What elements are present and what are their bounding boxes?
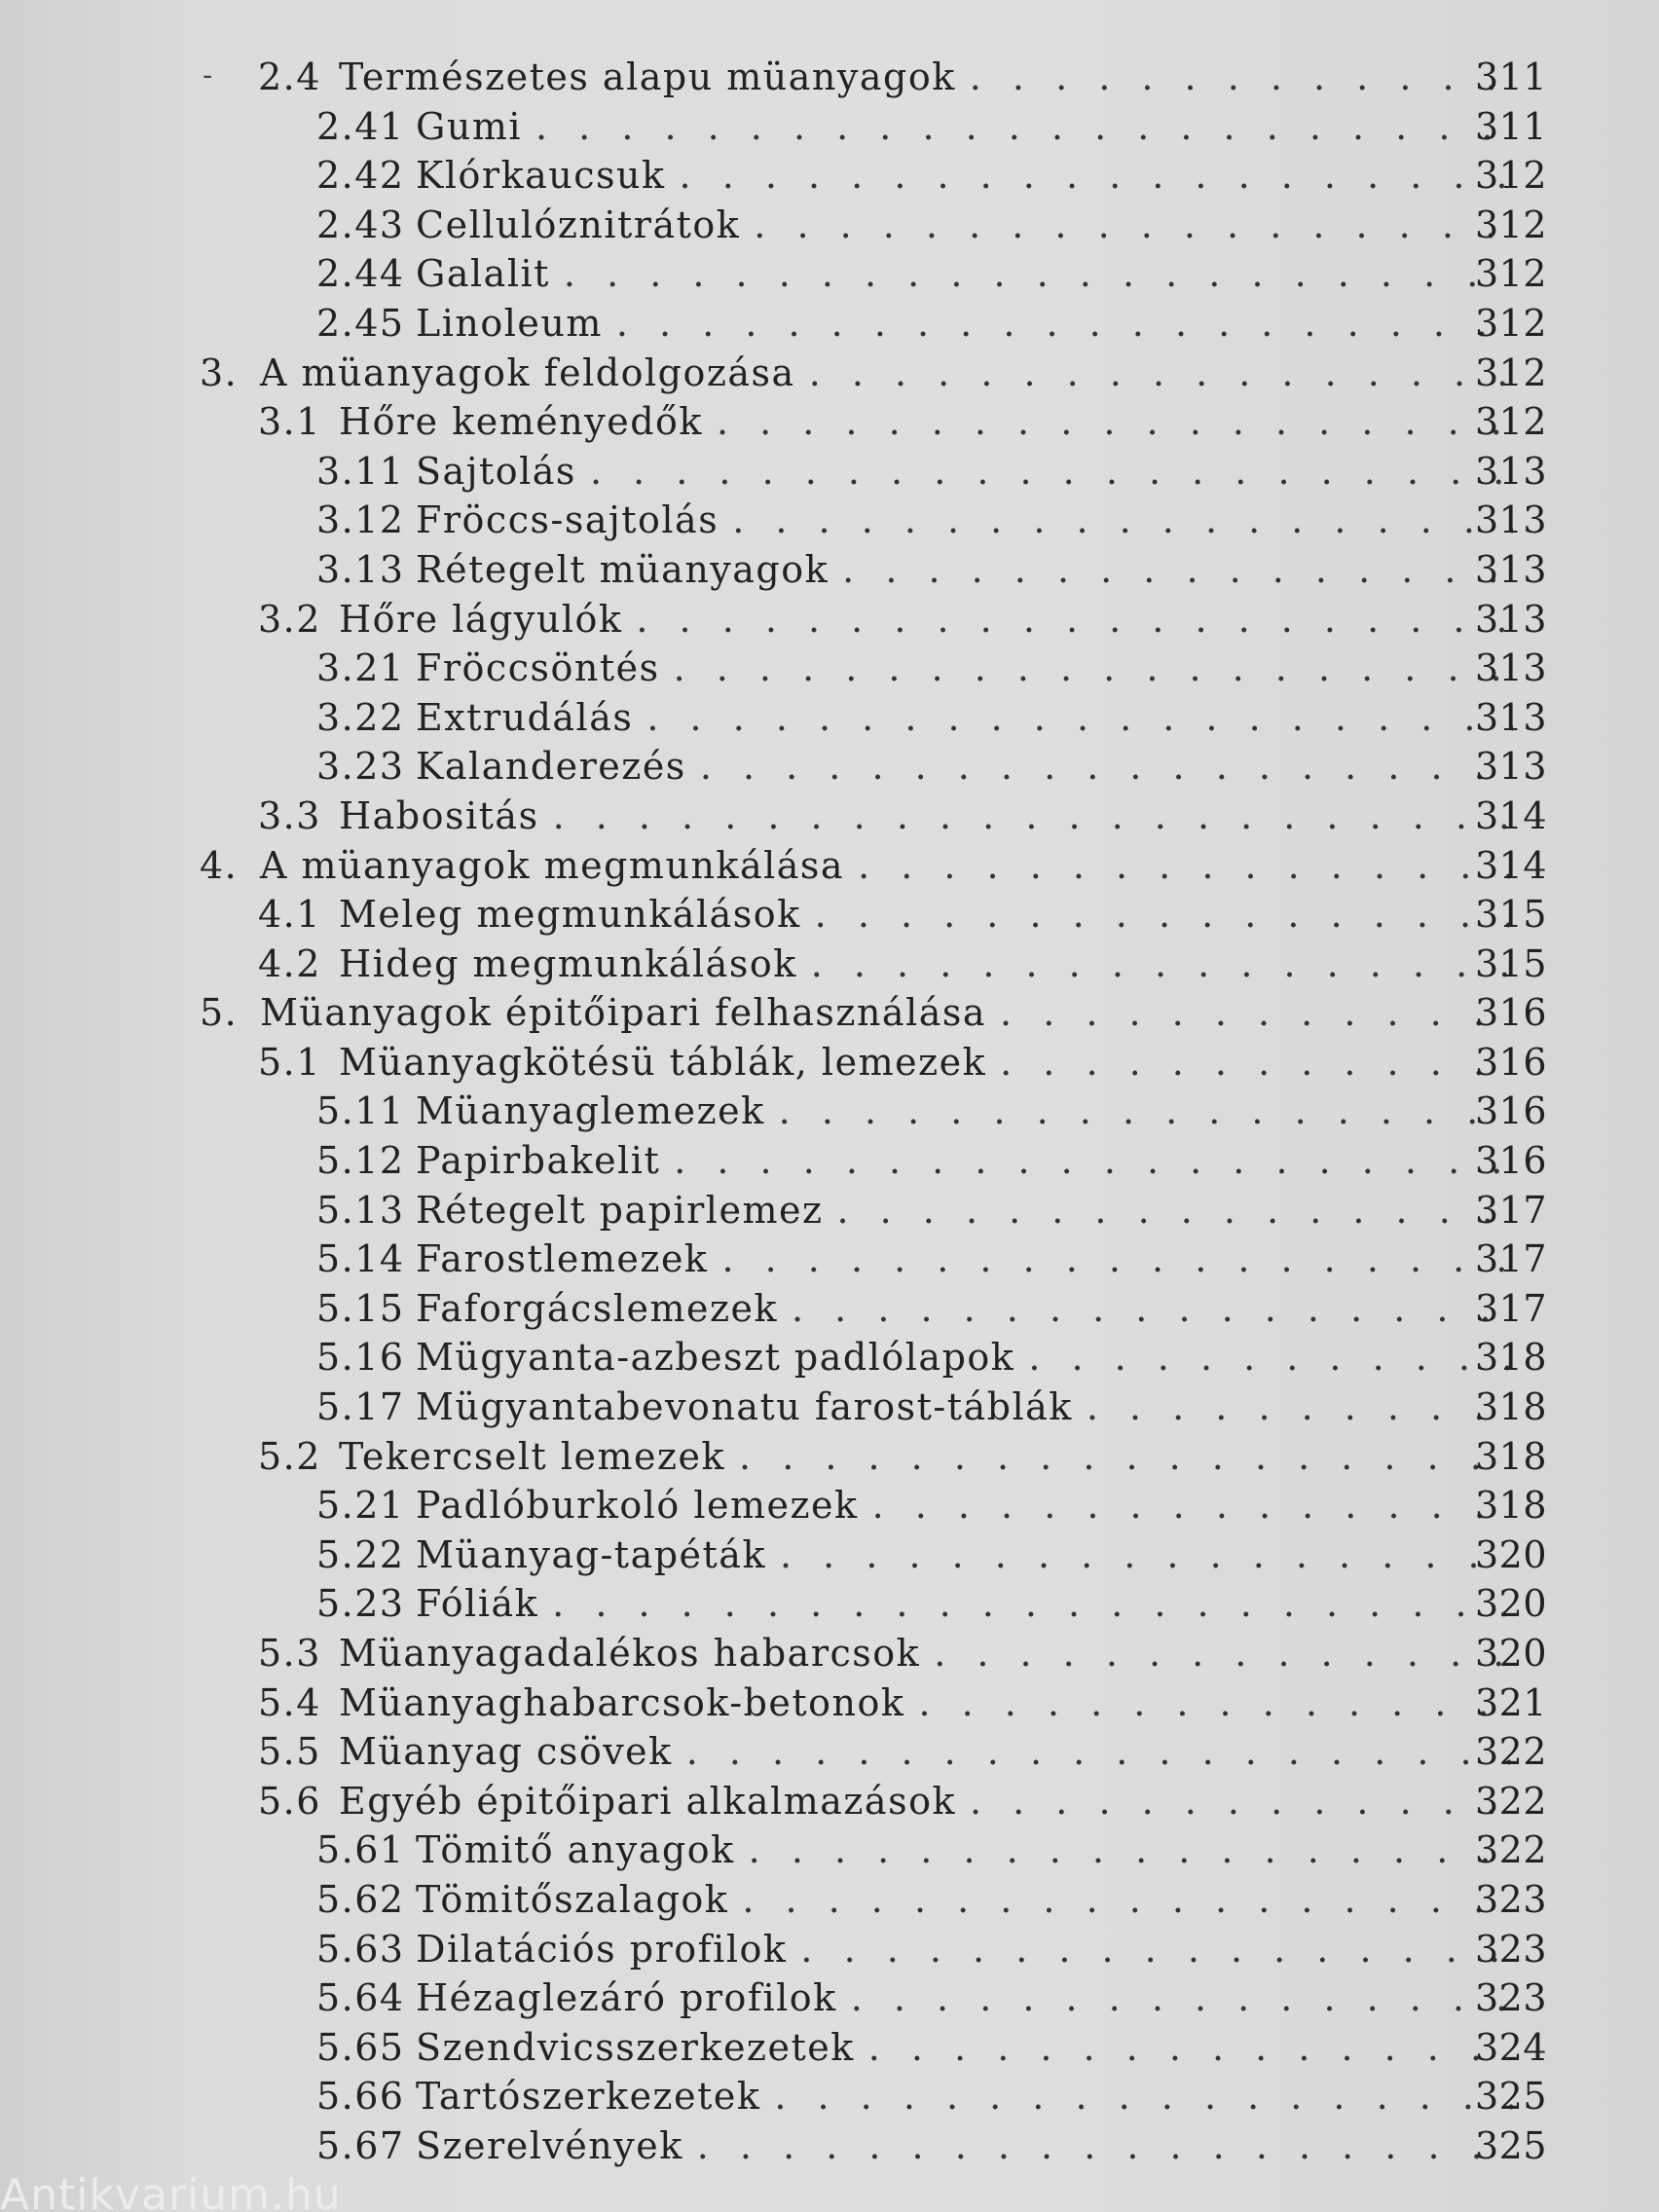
section-number: 4.1 bbox=[258, 893, 321, 937]
toc-entry bbox=[0, 1136, 1659, 1186]
section-number: 2.45 bbox=[316, 301, 405, 345]
toc-entry bbox=[0, 102, 1659, 152]
page-number: 312 bbox=[1474, 203, 1547, 246]
section-title: Müanyagadalékos habarcsok bbox=[339, 1632, 921, 1675]
toc-entry bbox=[0, 299, 1659, 349]
section-title: Szerelvények bbox=[416, 2123, 683, 2167]
dot-leader bbox=[552, 1579, 1513, 1629]
section-number: 3.2 bbox=[258, 597, 321, 641]
dot-leader bbox=[815, 890, 1513, 940]
toc-entry bbox=[0, 1284, 1659, 1334]
toc-entry-text bbox=[316, 1087, 1513, 1136]
dot-leader bbox=[1000, 988, 1513, 1038]
section-number: 5.14 bbox=[316, 1237, 405, 1281]
dot-leader bbox=[700, 742, 1513, 792]
section-title: Müanyagok épitőipari felhasználása bbox=[260, 991, 987, 1035]
page-number: 316 bbox=[1474, 1089, 1547, 1133]
toc-entry bbox=[0, 1925, 1659, 1974]
toc-entry bbox=[0, 249, 1659, 299]
section-title: Tekercselt lemezek bbox=[339, 1434, 726, 1478]
dot-leader bbox=[1087, 1382, 1513, 1432]
toc-entry-text bbox=[316, 1875, 1513, 1925]
page-number: 314 bbox=[1474, 843, 1547, 887]
toc-entry bbox=[0, 2121, 1659, 2171]
section-title: Fóliák bbox=[416, 1582, 539, 1626]
page-number: 317 bbox=[1474, 1286, 1547, 1330]
dot-leader bbox=[792, 1284, 1513, 1334]
dot-leader bbox=[749, 1825, 1513, 1875]
toc-entry-text bbox=[316, 102, 1513, 152]
toc-entry bbox=[0, 988, 1659, 1038]
section-number: 3. bbox=[200, 350, 239, 394]
section-title: Egyéb épitőipari alkalmazások bbox=[339, 1779, 956, 1823]
dot-leader bbox=[717, 397, 1513, 447]
dot-leader bbox=[754, 201, 1513, 250]
dot-leader bbox=[780, 1530, 1513, 1580]
dot-leader bbox=[800, 1925, 1513, 1974]
toc-entry bbox=[0, 1875, 1659, 1925]
section-number: 3.23 bbox=[316, 745, 405, 789]
toc-entry bbox=[0, 201, 1659, 250]
page-number: 311 bbox=[1474, 104, 1547, 148]
toc-entry bbox=[0, 644, 1659, 693]
toc-entry bbox=[0, 1235, 1659, 1284]
section-number: 2.42 bbox=[316, 154, 405, 198]
dot-leader bbox=[836, 1186, 1513, 1235]
dot-leader bbox=[553, 792, 1513, 841]
toc-entry-text bbox=[316, 299, 1513, 349]
section-title: Padlóburkoló lemezek bbox=[416, 1484, 859, 1528]
toc-entry-text bbox=[316, 1382, 1513, 1432]
section-number: 5.3 bbox=[258, 1632, 321, 1675]
section-title: Cellulóznitrátok bbox=[416, 203, 741, 246]
page-number: 317 bbox=[1474, 1188, 1547, 1232]
section-number: 5.67 bbox=[316, 2123, 405, 2167]
page-number: 315 bbox=[1474, 941, 1547, 985]
toc-entry bbox=[0, 496, 1659, 545]
toc-entry bbox=[0, 940, 1659, 989]
section-title: A müanyagok megmunkálása bbox=[260, 843, 845, 887]
section-title: Linoleum bbox=[416, 301, 603, 345]
toc-entry-text bbox=[316, 545, 1513, 595]
dot-leader bbox=[732, 496, 1513, 545]
page-number: 320 bbox=[1474, 1632, 1547, 1675]
page-number: 324 bbox=[1474, 2025, 1547, 2069]
page-number: 323 bbox=[1474, 1976, 1547, 2020]
dot-leader bbox=[858, 841, 1513, 891]
section-number: 3.22 bbox=[316, 695, 405, 739]
table-of-contents bbox=[0, 53, 1659, 2171]
dot-leader bbox=[1000, 1038, 1513, 1088]
dot-leader bbox=[590, 447, 1513, 497]
section-title: Müanyag-tapéták bbox=[416, 1532, 766, 1576]
section-title: A müanyagok feldolgozása bbox=[260, 350, 795, 394]
toc-entry-text bbox=[316, 1136, 1513, 1186]
dot-leader bbox=[842, 545, 1513, 595]
toc-entry-text bbox=[316, 151, 1513, 201]
section-title: Mügyanta-azbeszt padlólapok bbox=[416, 1336, 1015, 1380]
toc-entry bbox=[0, 1333, 1659, 1382]
section-number: 5.11 bbox=[316, 1089, 405, 1133]
page-number: 313 bbox=[1474, 745, 1547, 789]
toc-entry-text bbox=[316, 1284, 1513, 1334]
section-title: Meleg megmunkálások bbox=[339, 893, 801, 937]
section-title: Müanyaglemezek bbox=[416, 1089, 765, 1133]
toc-entry-text bbox=[258, 1038, 1513, 1088]
section-number: 5.61 bbox=[316, 1828, 405, 1872]
section-title: Papirbakelit bbox=[416, 1139, 661, 1183]
toc-entry bbox=[0, 2023, 1659, 2073]
section-number: 3.11 bbox=[316, 449, 405, 493]
section-title: Dilatációs profilok bbox=[416, 1927, 788, 1971]
section-title: Szendvicsszerkezetek bbox=[416, 2025, 855, 2069]
toc-entry-text bbox=[200, 841, 1513, 891]
page-number: 313 bbox=[1474, 646, 1547, 690]
section-number: 4. bbox=[200, 843, 239, 887]
dot-leader bbox=[721, 1235, 1513, 1284]
toc-entry-text bbox=[316, 2023, 1513, 2073]
page-number: 318 bbox=[1474, 1385, 1547, 1429]
dot-leader bbox=[739, 1432, 1513, 1482]
dot-leader bbox=[774, 2072, 1513, 2121]
page-number: 315 bbox=[1474, 893, 1547, 937]
toc-entry bbox=[0, 1777, 1659, 1826]
page-number: 322 bbox=[1474, 1779, 1547, 1823]
page-number: 313 bbox=[1474, 597, 1547, 641]
section-number: 4.2 bbox=[258, 941, 321, 985]
section-number: 5.2 bbox=[258, 1434, 321, 1478]
section-number: 3.12 bbox=[316, 498, 405, 542]
toc-entry-text bbox=[200, 349, 1513, 398]
toc-entry-text bbox=[316, 201, 1513, 250]
section-number: 2.44 bbox=[316, 252, 405, 296]
section-number: 5.4 bbox=[258, 1680, 321, 1724]
dot-leader bbox=[697, 2121, 1513, 2171]
dot-leader bbox=[1028, 1333, 1513, 1382]
page-number: 320 bbox=[1474, 1582, 1547, 1626]
toc-entry-text bbox=[316, 644, 1513, 693]
page-number: 318 bbox=[1474, 1434, 1547, 1478]
section-number: 5.66 bbox=[316, 2075, 405, 2119]
section-title: Habositás bbox=[339, 793, 539, 837]
section-title: Müanyaghabarcsok-betonok bbox=[339, 1680, 905, 1724]
page-number: 318 bbox=[1474, 1484, 1547, 1528]
toc-entry bbox=[0, 349, 1659, 398]
watermark: Antikvarium.hu bbox=[0, 2170, 342, 2212]
section-title: Természetes alapu müanyagok bbox=[339, 55, 956, 98]
toc-entry bbox=[0, 1382, 1659, 1432]
section-number: 5.15 bbox=[316, 1286, 405, 1330]
page-number: 311 bbox=[1474, 55, 1547, 98]
toc-entry-text bbox=[316, 693, 1513, 743]
section-number: 5.21 bbox=[316, 1484, 405, 1528]
toc-entry-text bbox=[258, 1727, 1513, 1777]
toc-entry bbox=[0, 1727, 1659, 1777]
section-title: Gumi bbox=[416, 104, 523, 148]
section-title: Galalit bbox=[416, 252, 550, 296]
section-number: 5.1 bbox=[258, 1040, 321, 1084]
toc-entry bbox=[0, 1579, 1659, 1629]
section-number: 5.23 bbox=[316, 1582, 405, 1626]
dot-leader bbox=[636, 595, 1513, 645]
section-number: 5. bbox=[200, 991, 239, 1035]
toc-entry bbox=[0, 545, 1659, 595]
toc-entry-text bbox=[258, 397, 1513, 447]
toc-entry bbox=[0, 1432, 1659, 1482]
section-title: Hőre lágyulók bbox=[339, 597, 623, 641]
page-number: 312 bbox=[1474, 154, 1547, 198]
dot-leader bbox=[918, 1678, 1513, 1728]
dot-leader bbox=[868, 2023, 1513, 2073]
page-number: 317 bbox=[1474, 1237, 1547, 1281]
toc-entry-text bbox=[316, 496, 1513, 545]
dot-leader bbox=[680, 151, 1513, 201]
toc-entry-text bbox=[258, 890, 1513, 940]
toc-entry-text bbox=[258, 1629, 1513, 1678]
section-number: 5.62 bbox=[316, 1877, 405, 1921]
toc-entry-text bbox=[316, 447, 1513, 497]
section-number: 2.4 bbox=[258, 55, 321, 98]
toc-entry bbox=[0, 53, 1659, 102]
section-number: 3.1 bbox=[258, 400, 321, 444]
page-number: 316 bbox=[1474, 991, 1547, 1035]
section-number: 5.63 bbox=[316, 1927, 405, 1971]
dot-leader bbox=[811, 940, 1513, 989]
section-title: Fröccsöntés bbox=[416, 646, 660, 690]
section-title: Hideg megmunkálások bbox=[339, 941, 797, 985]
toc-entry-text bbox=[316, 1973, 1513, 2023]
toc-entry-text bbox=[316, 2072, 1513, 2121]
toc-entry-text bbox=[258, 1777, 1513, 1826]
section-number: 3.13 bbox=[316, 547, 405, 591]
page-number: 312 bbox=[1474, 301, 1547, 345]
page-number: 322 bbox=[1474, 1828, 1547, 1872]
dot-leader bbox=[535, 102, 1513, 152]
toc-entry-text bbox=[316, 1235, 1513, 1284]
dot-leader bbox=[742, 1875, 1513, 1925]
section-title: Hézaglezáró profilok bbox=[416, 1976, 837, 2020]
toc-entry-text bbox=[316, 742, 1513, 792]
dot-leader bbox=[970, 53, 1513, 102]
toc-entry-text bbox=[316, 1925, 1513, 1974]
toc-entry-text bbox=[316, 2121, 1513, 2171]
toc-entry bbox=[0, 151, 1659, 201]
toc-entry bbox=[0, 792, 1659, 841]
page-number: 313 bbox=[1474, 498, 1547, 542]
toc-entry bbox=[0, 693, 1659, 743]
page-number: 312 bbox=[1474, 252, 1547, 296]
margin-mark: - bbox=[203, 58, 213, 92]
toc-entry bbox=[0, 1186, 1659, 1235]
section-number: 5.64 bbox=[316, 1976, 405, 2020]
section-title: Sajtolás bbox=[416, 449, 576, 493]
section-number: 5.13 bbox=[316, 1188, 405, 1232]
page-number: 323 bbox=[1474, 1877, 1547, 1921]
toc-entry bbox=[0, 397, 1659, 447]
section-number: 5.5 bbox=[258, 1730, 321, 1774]
dot-leader bbox=[970, 1777, 1513, 1826]
dot-leader bbox=[851, 1973, 1513, 2023]
dot-leader bbox=[809, 349, 1513, 398]
toc-entry bbox=[0, 742, 1659, 792]
toc-entry-text bbox=[258, 1432, 1513, 1482]
section-number: 5.17 bbox=[316, 1385, 405, 1429]
section-title: Tömitőszalagok bbox=[416, 1877, 729, 1921]
page-number: 312 bbox=[1474, 400, 1547, 444]
dot-leader bbox=[564, 249, 1513, 299]
section-number: 5.65 bbox=[316, 2025, 405, 2069]
dot-leader bbox=[934, 1629, 1513, 1678]
toc-entry bbox=[0, 841, 1659, 891]
dot-leader bbox=[686, 1727, 1513, 1777]
toc-entry bbox=[0, 1629, 1659, 1678]
section-title: Farostlemezek bbox=[416, 1237, 709, 1281]
toc-entry-text bbox=[258, 940, 1513, 989]
page-number: 313 bbox=[1474, 547, 1547, 591]
section-title: Kalanderezés bbox=[416, 745, 686, 789]
section-title: Extrudálás bbox=[416, 695, 634, 739]
toc-entry bbox=[0, 1973, 1659, 2023]
section-title: Rétegelt papirlemez bbox=[416, 1188, 824, 1232]
section-title: Mügyantabevonatu farost-táblák bbox=[416, 1385, 1073, 1429]
section-number: 2.41 bbox=[316, 104, 405, 148]
dot-leader bbox=[674, 1136, 1513, 1186]
toc-entry bbox=[0, 1038, 1659, 1088]
toc-entry-text bbox=[316, 1530, 1513, 1580]
page-number: 314 bbox=[1474, 793, 1547, 837]
dot-leader bbox=[646, 693, 1513, 743]
toc-entry-text bbox=[316, 1579, 1513, 1629]
page-number: 313 bbox=[1474, 695, 1547, 739]
toc-entry bbox=[0, 1825, 1659, 1875]
toc-entry bbox=[0, 1530, 1659, 1580]
section-number: 5.22 bbox=[316, 1532, 405, 1576]
section-title: Hőre keményedők bbox=[339, 400, 703, 444]
section-title: Klórkaucsuk bbox=[416, 154, 666, 198]
toc-entry-text bbox=[316, 1186, 1513, 1235]
page-number: 323 bbox=[1474, 1927, 1547, 1971]
toc-entry-text bbox=[316, 1333, 1513, 1382]
section-title: Faforgácslemezek bbox=[416, 1286, 779, 1330]
section-number: 3.3 bbox=[258, 793, 321, 837]
toc-entry bbox=[0, 447, 1659, 497]
toc-entry-text bbox=[258, 53, 1513, 102]
section-number: 2.43 bbox=[316, 203, 405, 246]
page-number: 312 bbox=[1474, 350, 1547, 394]
toc-entry bbox=[0, 595, 1659, 645]
toc-entry-text bbox=[316, 1825, 1513, 1875]
toc-entry-text bbox=[258, 1678, 1513, 1728]
toc-entry bbox=[0, 2072, 1659, 2121]
section-number: 5.16 bbox=[316, 1336, 405, 1380]
page-number: 313 bbox=[1474, 449, 1547, 493]
page-number: 318 bbox=[1474, 1336, 1547, 1380]
toc-entry bbox=[0, 1678, 1659, 1728]
dot-leader bbox=[616, 299, 1513, 349]
page-number: 322 bbox=[1474, 1730, 1547, 1774]
page-number: 316 bbox=[1474, 1040, 1547, 1084]
page-number: 321 bbox=[1474, 1680, 1547, 1724]
toc-entry bbox=[0, 1087, 1659, 1136]
toc-entry-text bbox=[316, 249, 1513, 299]
toc-entry-text bbox=[316, 1481, 1513, 1530]
section-title: Müanyagkötésü táblák, lemezek bbox=[339, 1040, 987, 1084]
section-number: 3.21 bbox=[316, 646, 405, 690]
dot-leader bbox=[674, 644, 1513, 693]
section-number: 5.12 bbox=[316, 1139, 405, 1183]
section-number: 5.6 bbox=[258, 1779, 321, 1823]
dot-leader bbox=[779, 1087, 1513, 1136]
section-title: Rétegelt müanyagok bbox=[416, 547, 830, 591]
page-number: 325 bbox=[1474, 2123, 1547, 2167]
page-number: 316 bbox=[1474, 1139, 1547, 1183]
dot-leader bbox=[872, 1481, 1513, 1530]
toc-entry bbox=[0, 1481, 1659, 1530]
toc-entry-text bbox=[200, 988, 1513, 1038]
section-title: Tömitő anyagok bbox=[416, 1828, 735, 1872]
toc-entry bbox=[0, 890, 1659, 940]
page-number: 325 bbox=[1474, 2075, 1547, 2119]
section-title: Müanyag csövek bbox=[339, 1730, 673, 1774]
page-number: 320 bbox=[1474, 1532, 1547, 1576]
section-title: Fröccs-sajtolás bbox=[416, 498, 719, 542]
toc-entry-text bbox=[258, 792, 1513, 841]
toc-entry-text bbox=[258, 595, 1513, 645]
section-title: Tartószerkezetek bbox=[416, 2075, 761, 2119]
